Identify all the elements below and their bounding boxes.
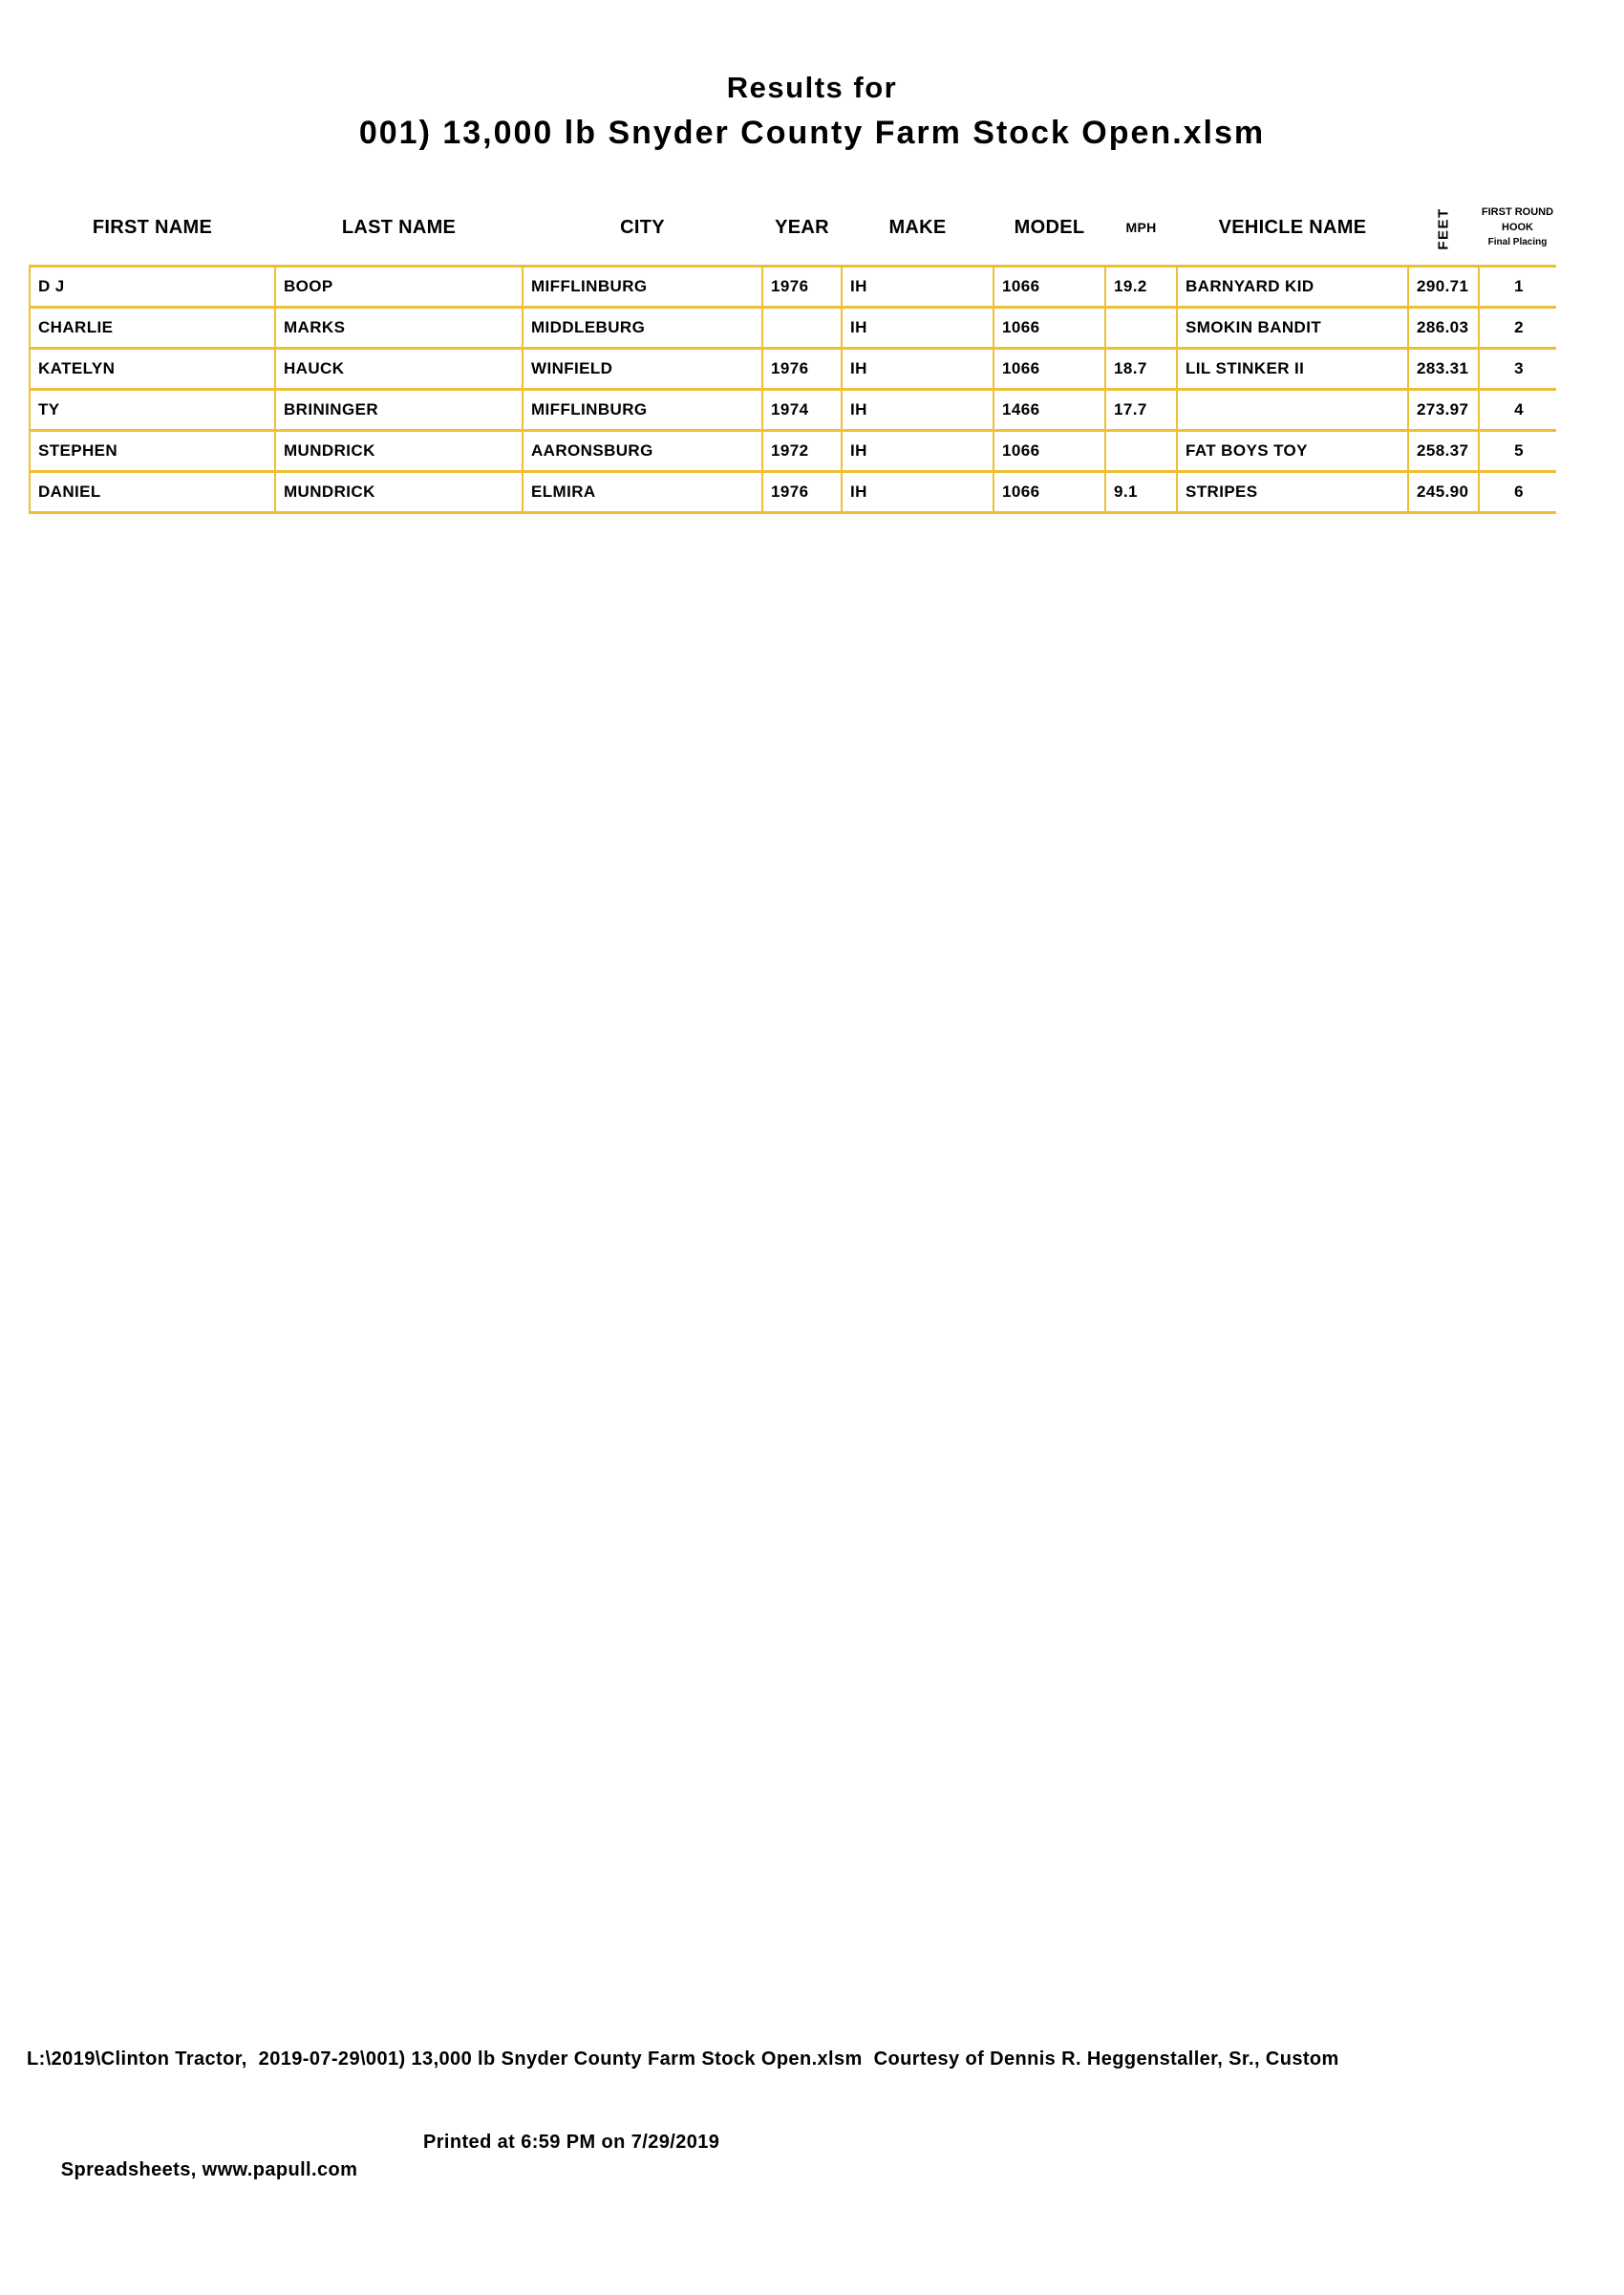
cell-first-name: D J: [30, 266, 275, 307]
page-title: Results for: [726, 71, 898, 104]
col-header-last-name: LAST NAME: [341, 216, 457, 238]
footer-file-path: L:\2019\Clinton Tractor, 2019-07-29\001) 13,000 lb Snyder County Farm Stock Open.xlsm Courtesy of Dennis R. Heggenstaller, Sr., Custom: [27, 2048, 1339, 2070]
col-header-mph: MPH: [1125, 220, 1157, 236]
cell-model: 1066: [994, 266, 1105, 307]
col-header-vehicle-name: VEHICLE NAME: [1218, 216, 1367, 238]
cell-year: 1976: [762, 471, 842, 512]
cell-city: ELMIRA: [523, 471, 762, 512]
footer-printed-timestamp: Printed at 6:59 PM on 7/29/2019: [423, 2132, 720, 2153]
cell-last-name: BOOP: [275, 266, 523, 307]
cell-make: IH: [842, 389, 994, 430]
cell-mph: 17.7: [1105, 389, 1177, 430]
cell-year: 1976: [762, 266, 842, 307]
cell-make: IH: [842, 307, 994, 348]
cell-placing: 2: [1479, 307, 1556, 348]
header-row: [30, 191, 1556, 266]
cell-placing: 1: [1479, 266, 1556, 307]
cell-city: AARONSBURG: [523, 430, 762, 471]
cell-feet: 258.37: [1408, 430, 1479, 471]
cell-last-name: BRININGER: [275, 389, 523, 430]
cell-model: 1466: [994, 389, 1105, 430]
table-row: [30, 348, 1556, 389]
cell-year: 1972: [762, 430, 842, 471]
page-footer: [27, 1990, 1574, 2295]
cell-mph: 9.1: [1105, 471, 1177, 512]
cell-city: MIFFLINBURG: [523, 389, 762, 430]
cell-mph: [1105, 430, 1177, 471]
col-header-make: MAKE: [888, 216, 947, 238]
hook-header-line1: FIRST ROUND: [1481, 206, 1554, 219]
cell-city: MIDDLEBURG: [523, 307, 762, 348]
col-header-model: MODEL: [1014, 216, 1085, 238]
cell-vehicle-name: STRIPES: [1177, 471, 1408, 512]
cell-make: IH: [842, 266, 994, 307]
cell-year: [762, 307, 842, 348]
cell-year: 1974: [762, 389, 842, 430]
cell-vehicle-name: FAT BOYS TOY: [1177, 430, 1408, 471]
cell-model: 1066: [994, 471, 1105, 512]
cell-placing: 4: [1479, 389, 1556, 430]
table-row: [30, 307, 1556, 348]
cell-first-name: DANIEL: [30, 471, 275, 512]
cell-placing: 6: [1479, 471, 1556, 512]
table-row: [30, 266, 1556, 307]
cell-feet: 290.71: [1408, 266, 1479, 307]
table-row: [30, 430, 1556, 471]
cell-first-name: STEPHEN: [30, 430, 275, 471]
footer-line2: [27, 2129, 1574, 2240]
cell-feet: 245.90: [1408, 471, 1479, 512]
cell-placing: 5: [1479, 430, 1556, 471]
col-header-city: CITY: [620, 216, 665, 238]
cell-model: 1066: [994, 348, 1105, 389]
cell-last-name: MUNDRICK: [275, 471, 523, 512]
table-row: [30, 471, 1556, 512]
cell-city: MIFFLINBURG: [523, 266, 762, 307]
results-table: [29, 191, 1556, 514]
footer-spreadsheets-credit: Spreadsheets, www.papull.com: [60, 2159, 358, 2180]
cell-first-name: TY: [30, 389, 275, 430]
cell-last-name: HAUCK: [275, 348, 523, 389]
cell-mph: [1105, 307, 1177, 348]
col-header-year: YEAR: [775, 216, 829, 238]
cell-vehicle-name: SMOKIN BANDIT: [1177, 307, 1408, 348]
cell-feet: 283.31: [1408, 348, 1479, 389]
file-title: 001) 13,000 lb Snyder County Farm Stock Open.xlsm: [358, 115, 1266, 151]
feet-rotated-label: FEET: [1435, 207, 1452, 250]
cell-make: IH: [842, 348, 994, 389]
cell-vehicle-name: BARNYARD KID: [1177, 266, 1408, 307]
cell-vehicle-name: [1177, 389, 1408, 430]
cell-vehicle-name: LIL STINKER II: [1177, 348, 1408, 389]
cell-feet: 273.97: [1408, 389, 1479, 430]
cell-model: 1066: [994, 430, 1105, 471]
cell-first-name: CHARLIE: [30, 307, 275, 348]
cell-feet: 286.03: [1408, 307, 1479, 348]
cell-model: 1066: [994, 307, 1105, 348]
cell-city: WINFIELD: [523, 348, 762, 389]
col-header-feet: [1408, 191, 1479, 266]
col-header-first-round-hook: [1479, 191, 1556, 266]
cell-year: 1976: [762, 348, 842, 389]
table-row: [30, 389, 1556, 430]
hook-header-line2: HOOK: [1502, 222, 1533, 234]
cell-last-name: MARKS: [275, 307, 523, 348]
cell-mph: 19.2: [1105, 266, 1177, 307]
cell-placing: 3: [1479, 348, 1556, 389]
cell-first-name: KATELYN: [30, 348, 275, 389]
cell-last-name: MUNDRICK: [275, 430, 523, 471]
hook-header-line3: Final Placing: [1487, 237, 1548, 248]
cell-mph: 18.7: [1105, 348, 1177, 389]
cell-make: IH: [842, 430, 994, 471]
cell-make: IH: [842, 471, 994, 512]
col-header-first-name: FIRST NAME: [92, 216, 213, 238]
